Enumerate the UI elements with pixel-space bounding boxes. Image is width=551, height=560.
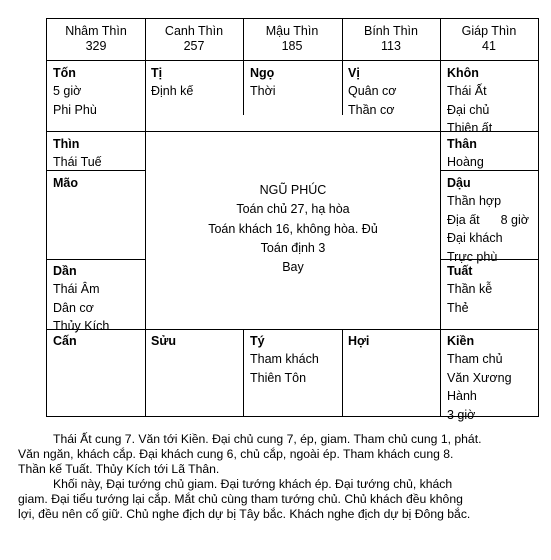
palace-line-part: 8 giờ xyxy=(500,212,529,227)
palace-line: Thẻ xyxy=(447,300,469,315)
palace-line: Thiên Tôn xyxy=(250,370,307,385)
palace-can xyxy=(53,333,77,350)
center-line: Toán định 3 xyxy=(260,240,326,255)
palace-title: Tị xyxy=(151,66,163,80)
palace-ton xyxy=(53,65,97,119)
header-number: 113 xyxy=(381,39,401,53)
palace-line: Thiên ất xyxy=(447,121,493,136)
palace-line: Trực phù xyxy=(447,249,498,264)
palace-title: Ngọ xyxy=(250,66,275,80)
palace-line: Hoàng xyxy=(447,155,484,169)
header-cell xyxy=(342,24,440,54)
header-cell xyxy=(440,24,538,54)
center-block xyxy=(146,181,440,277)
palace-line: Dân cơ xyxy=(53,300,94,315)
palace-line: Thần kễ xyxy=(447,282,493,296)
palace-line: Tham chủ xyxy=(447,352,503,366)
palace-khon xyxy=(447,65,492,138)
palace-line: Thái Âm xyxy=(53,282,100,296)
palace-suu xyxy=(151,333,176,350)
palace-line: Thủy Kích xyxy=(53,319,110,334)
header-name: Canh Thìn xyxy=(164,24,224,38)
palace-ti xyxy=(151,65,193,101)
palace-title: Thìn xyxy=(53,137,80,151)
palace-title: Khôn xyxy=(447,66,479,80)
header-cell xyxy=(47,24,145,54)
paragraph-line: lợi, đều nên cố giữ. Chủ nghe địch dự bị Tây bắc. Khách nghe địch dự bị Đông bắc. xyxy=(18,507,471,521)
header-name: Nhâm Thìn xyxy=(65,24,127,38)
header-name: Mậu Thìn xyxy=(265,24,319,38)
palace-line: Đại khách xyxy=(447,231,503,246)
palace-kien xyxy=(447,333,512,424)
palace-line: Thời xyxy=(250,84,276,98)
paragraph-line: Khối này, Đại tướng chủ giam. Đại tướng khách ép. Đại tướng chủ, khách xyxy=(53,477,453,491)
palace-title: Sửu xyxy=(151,334,177,348)
palace-line-part: Địa ất xyxy=(447,212,480,227)
grid-line xyxy=(243,329,244,416)
palace-title: Mão xyxy=(53,176,78,190)
palace-vi xyxy=(348,65,397,119)
paragraph-1 xyxy=(18,432,526,477)
palace-mao xyxy=(53,175,78,192)
paragraph-line: Thái Ất cung 7. Văn tới Kiền. Đại chủ cung 7, ép, giam. Tham chủ cung 1, phát. xyxy=(53,432,482,446)
palace-line: Thần cơ xyxy=(348,102,395,117)
palace-title: Cấn xyxy=(53,334,77,348)
palace-title: Dần xyxy=(53,264,77,278)
header-cell xyxy=(145,24,243,54)
palace-title: Tý xyxy=(250,334,265,348)
palace-title: Vị xyxy=(348,66,360,80)
paragraph-2 xyxy=(18,477,526,522)
palace-hoi xyxy=(348,333,369,350)
palace-title: Tốn xyxy=(53,66,76,80)
grid-line xyxy=(440,19,441,416)
palace-line: Thần hợp xyxy=(447,194,502,208)
paragraph-line: giam. Đại tiểu tướng lại cắp. Mắt chủ cùng tham tướng chủ. Chủ khách đều không xyxy=(18,492,463,506)
paragraph-line: Văn ngăn, khách cắp. Đại khách cung 6, chủ cắp, ngoài ép. Tham khách cung 8. xyxy=(18,447,454,461)
palace-than xyxy=(447,136,484,172)
header-number: 185 xyxy=(281,39,303,53)
palace-line: 3 giờ xyxy=(447,407,476,422)
palace-tuat xyxy=(447,263,492,317)
palace-dan xyxy=(53,263,109,336)
palace-ngo xyxy=(250,65,276,101)
paragraph-line: Thần kế Tuất. Thủy Kích tới Lã Thân. xyxy=(18,462,220,476)
header-name: Bính Thìn xyxy=(364,24,418,38)
palace-line: Định kế xyxy=(151,84,194,98)
palace-line: Phi Phù xyxy=(53,102,97,117)
palace-line: Văn Xương xyxy=(447,370,512,385)
palace-line xyxy=(447,211,529,230)
grid-line xyxy=(47,259,146,260)
header-number: 329 xyxy=(85,39,107,53)
palace-line: 5 giờ xyxy=(53,84,82,98)
palace-line: Tham khách xyxy=(250,352,319,366)
grid-line xyxy=(47,329,538,330)
header-number: 41 xyxy=(482,39,496,53)
palace-line: Thái Ất xyxy=(447,84,487,98)
header-cell xyxy=(243,24,341,54)
palace-title: Kiền xyxy=(447,334,475,348)
palace-thin xyxy=(53,136,102,172)
center-line: Toán chủ 27, hạ hòa xyxy=(236,202,350,217)
palace-line: Đại chủ xyxy=(447,102,490,117)
palace-title: Dậu xyxy=(447,176,471,190)
palace-line: Thái Tuế xyxy=(53,155,102,169)
grid-line xyxy=(342,329,343,416)
palace-ty xyxy=(250,333,319,387)
center-line: NGŨ PHÚC xyxy=(259,183,327,197)
center-line: Bay xyxy=(282,260,304,275)
palace-title: Hợi xyxy=(348,334,370,348)
header-name: Giáp Thìn xyxy=(461,24,517,38)
palace-title: Tuất xyxy=(447,264,473,278)
palace-line: Quân cơ xyxy=(348,84,397,98)
palace-line: Hành xyxy=(447,389,477,404)
palace-title: Thân xyxy=(447,137,477,151)
palace-dau xyxy=(447,175,529,266)
center-line: Toán khách 16, không hòa. Đủ xyxy=(208,221,378,236)
palace-grid xyxy=(46,18,539,422)
grid-line xyxy=(47,60,538,61)
header-number: 257 xyxy=(183,39,205,53)
